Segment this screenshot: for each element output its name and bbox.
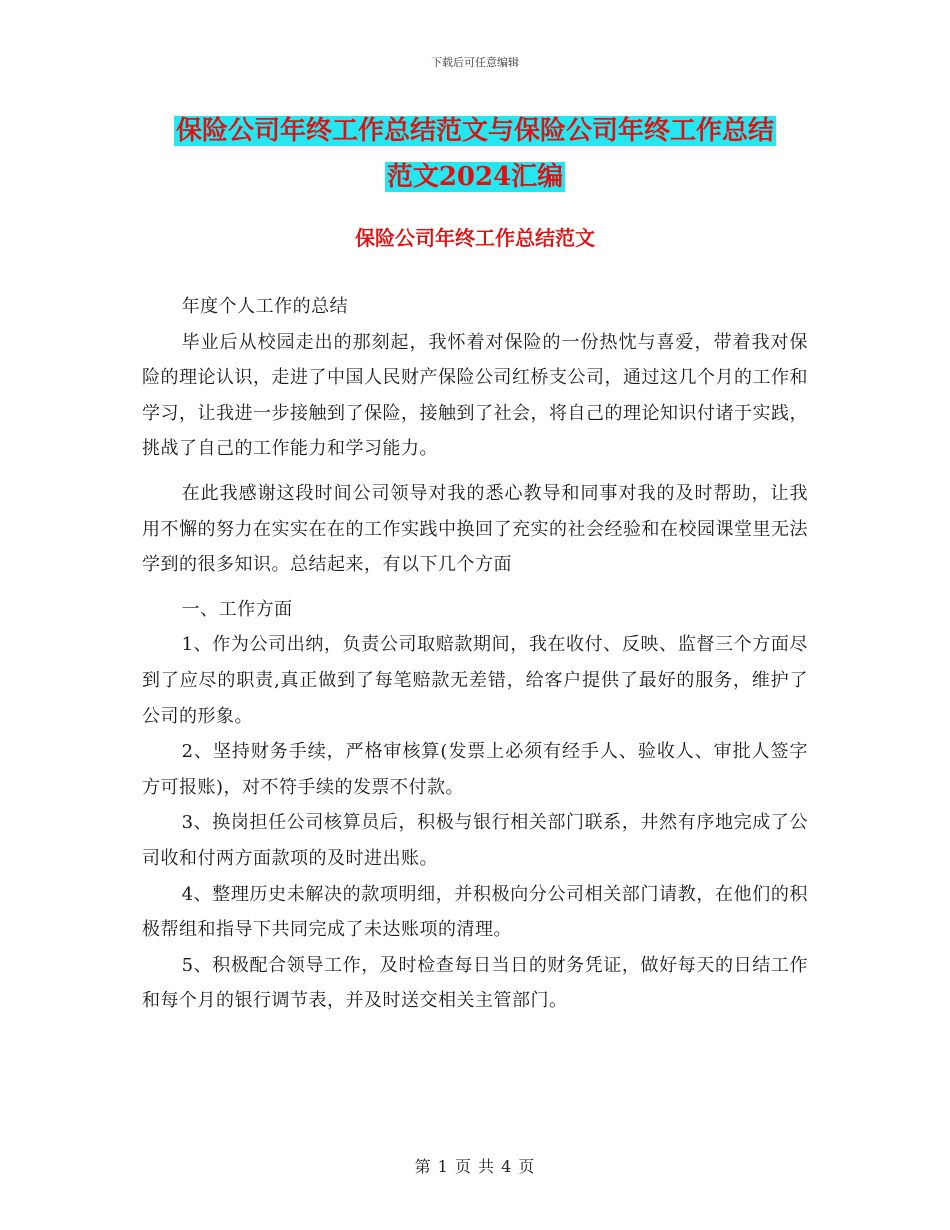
list-item: 1、作为公司出纳，负责公司取赔款期间，我在收付、反映、监督三个方面尽到了应尽的职责,真正做到了每笔赔款无差错，给客户提供了最好的服务，维护了公司的形象。: [142, 634, 808, 727]
list-item: 3、换岗担任公司核算员后，积极与银行相关部门联系，井然有序地完成了公司收和付两方面款项的及时进出账。: [142, 812, 808, 869]
paragraph: 毕业后从校园走出的那刻起，我怀着对保险的一份热忱与喜爱，带着我对保险的理论认识，走进了中国人民财产保险公司红桥支公司，通过这几个月的工作和学习，让我进一步接触到了保险，接触到了社会，将自己的理论知识付诸于实践，挑战了自己的工作能力和学习能力。: [142, 331, 808, 460]
paragraph-heading: 一、工作方面: [181, 598, 293, 620]
paragraph: 在此我感谢这段时间公司领导对我的悉心教导和同事对我的及时帮助，让我用不懈的努力在实实在在的工作实践中换回了充实的社会经验和在校园课堂里无法学到的很多知识。总结起来，有以下几个方面: [142, 482, 808, 576]
title-line-2: 范文2024汇编: [386, 162, 564, 192]
paragraph-subtitle: 年度个人工作的总结: [181, 296, 349, 317]
document-title: [150, 108, 800, 200]
list-item: 4、整理历史未解决的款项明细，并积极向分公司相关部门请教，在他们的积极帮组和指导下共同完成了未达账项的清理。: [142, 883, 808, 941]
document-body: [142, 289, 808, 1019]
header-note: 下载后可任意编辑: [431, 56, 519, 69]
page-footer: 第 1 页 共 4 页: [414, 1157, 536, 1176]
section-title: 保险公司年终工作总结范文: [355, 226, 595, 250]
list-item: 2、坚持财务手续，严格审核算(发票上必须有经手人、验收人、审批人签字方可报账)，对不符手续的发票不付款。: [142, 741, 808, 798]
list-item: 5、积极配合领导工作，及时检查每日当日的财务凭证，做好每天的日结工作和每个月的银行调节表，并及时送交相关主管部门。: [142, 954, 808, 1012]
title-line-1: 保险公司年终工作总结范文与保险公司年终工作总结: [175, 116, 774, 146]
